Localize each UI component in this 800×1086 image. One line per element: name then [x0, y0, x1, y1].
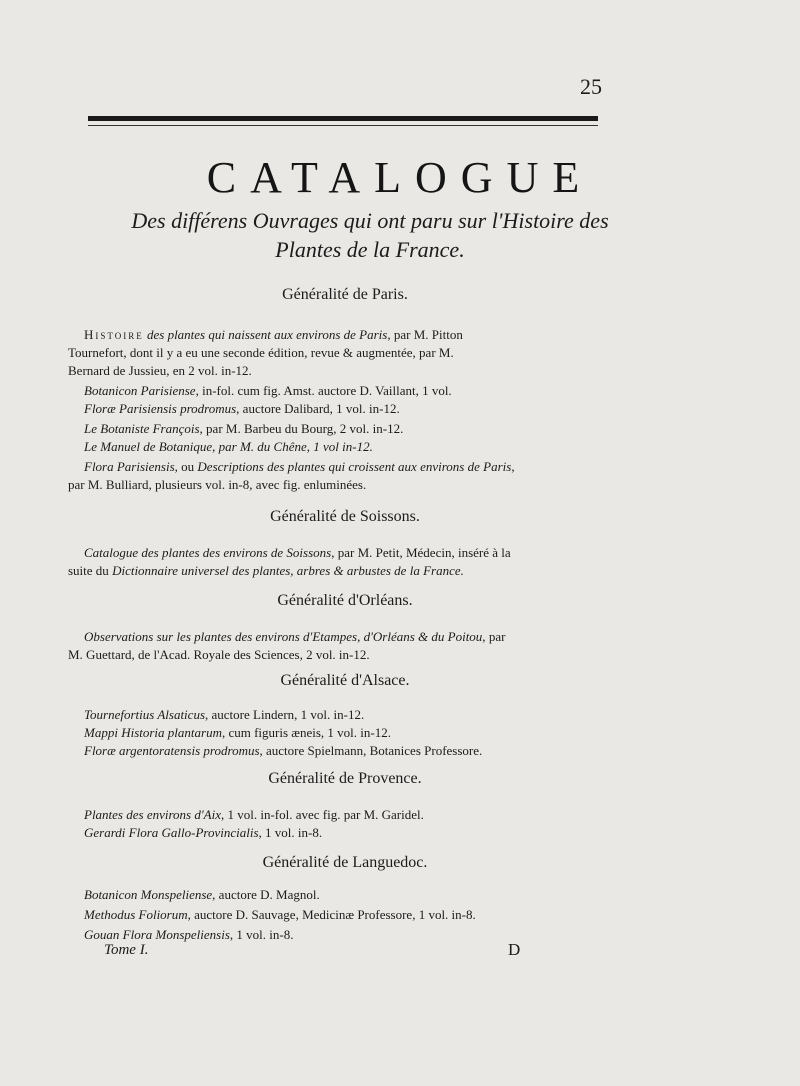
catalogue-entry-line	[84, 886, 320, 904]
catalogue-entry-line	[84, 724, 391, 742]
entry-text: suite du	[68, 563, 113, 578]
catalogue-entry-line	[84, 400, 400, 418]
catalogue-entry-line	[84, 458, 515, 476]
entry-text: Floræ Parisiensis prodromus	[84, 401, 237, 416]
entry-text: Tournefort, dont il y a eu une seconde édition, revue & augmentée, par M.	[68, 345, 454, 360]
catalogue-entry-line	[84, 906, 476, 924]
entry-text: M. Guettard, de l'Acad. Royale des Sciences, 2 vol. in-12.	[68, 647, 370, 662]
entry-text: , 1 vol. in-8.	[229, 927, 294, 942]
entry-text: , auctore Dalibard, 1 vol. in-12.	[236, 401, 400, 416]
catalogue-entry-line	[84, 806, 424, 824]
entry-text: , 1 vol. in-fol. avec fig. par M. Garidel.	[220, 807, 424, 822]
entry-text: , cum figuris æneis, 1 vol. in-12.	[221, 725, 391, 740]
section-heading: Généralité de Provence.	[268, 770, 422, 787]
catalogue-entry-line	[84, 438, 373, 456]
entry-text: Le Manuel de Botanique, par M. du Chêne, 1 vol in-12.	[84, 439, 373, 454]
catalogue-title: CATALOGUE	[206, 153, 594, 202]
catalogue-entry-line	[68, 476, 366, 494]
entry-text: , 1 vol. in-8.	[258, 825, 323, 840]
entry-text: Methodus Foliorum	[84, 907, 188, 922]
catalogue-entry-line	[84, 420, 403, 438]
entry-text: par M. Pitton	[390, 327, 463, 342]
entry-text: Flora Parisiensis	[84, 459, 175, 474]
catalogue-entry-line	[84, 706, 364, 724]
subtitle-line: Plantes de la France.	[275, 237, 465, 262]
section-heading: Généralité de Languedoc.	[262, 854, 428, 871]
catalogue-entry-line	[84, 628, 505, 646]
entry-text: Tournefortius Alsaticus	[84, 707, 205, 722]
section-heading: Généralité de Soissons.	[270, 508, 420, 525]
entry-text: Dictionnaire universel des plantes, arbres & arbustes de la France.	[112, 563, 464, 578]
catalogue-entry-line	[84, 326, 463, 344]
entry-text: Floræ argentoratensis prodromus	[84, 743, 260, 758]
entry-text: Catalogue des plantes des environs de Soissons	[84, 545, 332, 560]
entry-text: Gerardi Flora Gallo-Provincialis	[84, 825, 259, 840]
entry-text: Observations sur les plantes des environs d'Etampes, d'Orléans & du Poitou,	[84, 629, 486, 644]
entry-text: Plantes des environs d'Aix	[84, 807, 221, 822]
footer-tome: Tome I.	[104, 942, 149, 958]
entry-text: Gouan Flora Monspeliensis	[84, 927, 230, 942]
entry-text: Descriptions des plantes qui croissent aux environs de Paris	[197, 459, 512, 474]
entry-text: Histoire	[84, 327, 144, 342]
entry-text: , par M. Barbeu du Bourg, 2 vol. in-12.	[199, 421, 404, 436]
entry-text: ,	[511, 459, 515, 474]
entry-text: des plantes qui naissent aux environs de Paris,	[143, 327, 391, 342]
entry-text: Botanicon Parisiense	[84, 383, 196, 398]
subtitle-line: Des différens Ouvrages qui ont paru sur l'Histoire des	[131, 208, 609, 233]
entry-text: Botanicon Monspeliense	[84, 887, 213, 902]
entry-text: par M. Bulliard, plusieurs vol. in-8, avec fig. enluminées.	[68, 477, 367, 492]
header-rule-thick	[88, 116, 598, 121]
page-number: 25	[580, 74, 602, 99]
entry-text: Le Botaniste François	[84, 421, 200, 436]
catalogue-entry-line	[84, 824, 322, 842]
entry-text: , ou	[174, 459, 198, 474]
catalogue-subtitle	[60, 206, 680, 264]
entry-text: , par M. Petit, Médecin, inséré à la	[331, 545, 511, 560]
catalogue-entry-line	[68, 646, 370, 664]
header-rule-thin	[88, 125, 598, 126]
catalogue-entry-line	[84, 382, 452, 400]
catalogue-entry-line	[68, 562, 464, 580]
entry-text: Bernard de Jussieu, en 2 vol. in-12.	[68, 363, 252, 378]
entry-text: , auctore Spielmann, Botanices Professore.	[259, 743, 483, 758]
entry-text: Mappi Historia plantarum	[84, 725, 222, 740]
entry-text: , in-fol. cum fig. Amst. auctore D. Vaillant, 1 vol.	[195, 383, 452, 398]
entry-text: , auctore D. Sauvage, Medicinæ Professore, 1 vol. in-8.	[187, 907, 476, 922]
section-heading: Généralité d'Orléans.	[277, 592, 413, 609]
catalogue-entry-line	[68, 362, 252, 380]
entry-text: , auctore D. Magnol.	[212, 887, 320, 902]
catalogue-entry-line	[84, 544, 511, 562]
footer-signature: D	[508, 940, 521, 959]
entry-text: , auctore Lindern, 1 vol. in-12.	[205, 707, 365, 722]
entry-text: par	[485, 629, 506, 644]
catalogue-entry-line	[84, 742, 482, 760]
catalogue-entry-line	[68, 344, 454, 362]
section-heading: Généralité de Paris.	[282, 286, 408, 303]
section-heading: Généralité d'Alsace.	[280, 672, 410, 689]
